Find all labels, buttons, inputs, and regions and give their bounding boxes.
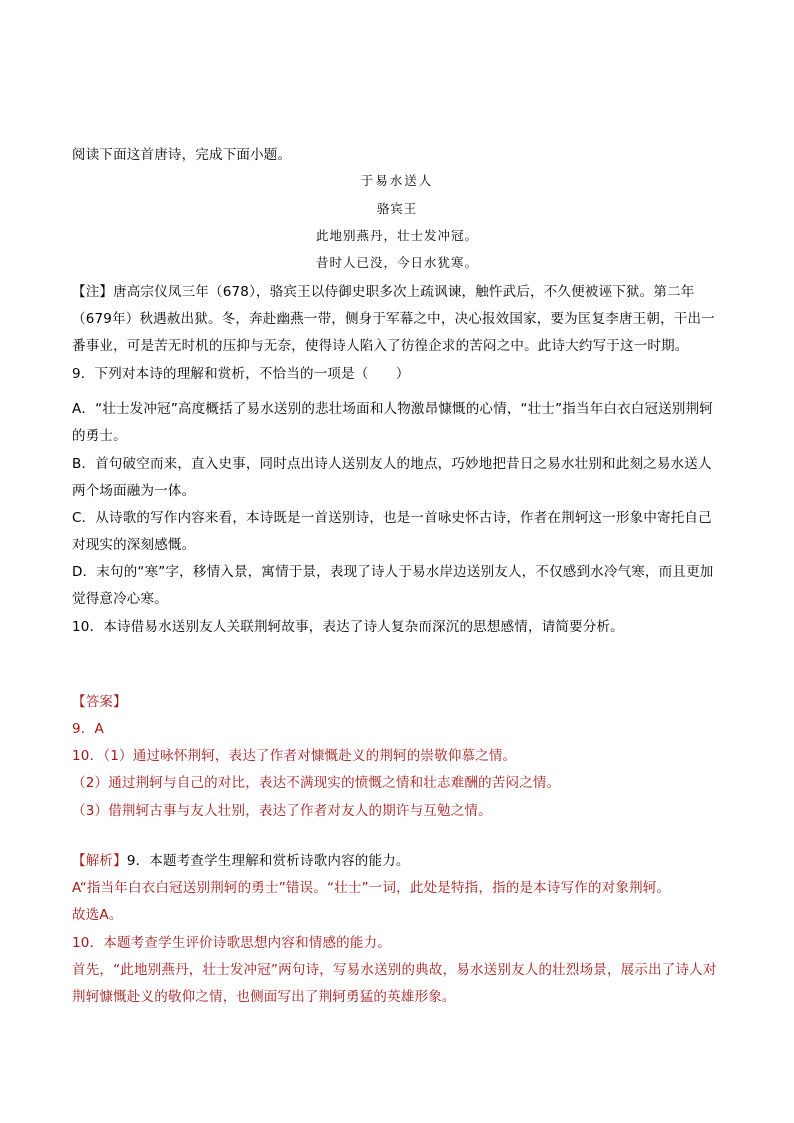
analysis-line: A“指当年白衣白冠送别荆轲的勇士”错误。“壮士”一词，此处是特指，指的是本诗写作的对象荆轲。 [72, 880, 671, 896]
note-line: （679年）秋遇赦出狱。冬，奔赴幽燕一带，侧身于军幕之中，决心报效国家，要为匡复李唐王朝，干出一 [72, 311, 715, 327]
analysis-line: 10．本题考查学生评价诗歌思想内容和情感的能力。 [72, 935, 391, 951]
poem-title: 于易水送人 [360, 173, 434, 188]
analysis-header: 【解析】 [72, 853, 127, 869]
question-10: 10．本诗借易水送别友人关联荆轲故事，表达了诗人复杂而深沉的思想感情，请简要分析。 [72, 619, 624, 635]
option-b-cont: 两个场面融为一体。 [72, 483, 196, 499]
analysis-line: 首先，“此地别燕丹，壮士发冲冠”两句诗，写易水送别的典故，易水送别友人的壮烈场景，展示出了诗人对 [72, 962, 717, 978]
option-d: D．末句的“寒”字，移情入景，寓情于景，表现了诗人于易水岸边送别友人，不仅感到水冷气寒，而且更加 [72, 564, 714, 580]
analysis-line: 9．本题考查学生理解和赏析诗歌内容的能力。 [126, 853, 410, 869]
answer-header: 【答案】 [72, 694, 127, 710]
option-b: B．首句破空而来，直入史事，同时点出诗人送别友人的地点，巧妙地把昔日之易水壮别和此刻之易水送人 [72, 456, 712, 472]
poem-line: 此地别燕丹，壮士发冲冠。 [315, 228, 478, 243]
answer-10-line: （2）通过荆轲与自己的对比，表达不满现实的愤慨之情和壮志难酬的苦闷之情。 [72, 775, 561, 791]
answer-9: 9．A [72, 721, 104, 737]
poem-line: 昔时人已没，今日水犹寒。 [315, 255, 478, 270]
poem-author: 骆宾王 [376, 201, 418, 216]
reading-instruction: 阅读下面这首唐诗，完成下面小题。 [72, 147, 292, 163]
note-line: 【注】唐高宗仪凤三年（678），骆宾王以侍御史职多次上疏讽谏，触忤武后，不久便被诬下狱。第二年 [72, 284, 695, 300]
option-a-cont: 的勇士。 [72, 428, 127, 444]
option-d-cont: 觉得意冷心寒。 [72, 591, 168, 607]
analysis-line: 故选A。 [72, 907, 123, 923]
answer-10-line: （3）借荆轲古事与友人壮别，表达了作者对友人的期许与互勉之情。 [72, 803, 492, 819]
answer-10-line: 10．（1）通过咏怀荆轲，表达了作者对慷慨赴义的荆轲的崇敬仰慕之情。 [72, 748, 517, 764]
option-a: A．“壮士发冲冠”高度概括了易水送别的悲壮场面和人物激昂慷慨的心情，“壮士”指当年白衣白冠送别荆轲 [72, 401, 714, 417]
analysis-first-line [72, 852, 732, 870]
note-line: 番事业，可是苦无时机的压抑与无奈，使得诗人陷入了彷徨企求的苦闷之中。此诗大约写于这一时期。 [72, 338, 689, 354]
option-c: C．从诗歌的写作内容来看，本诗既是一首送别诗，也是一首咏史怀古诗，作者在荆轲这一形象中寄托自己 [72, 510, 712, 526]
option-c-cont: 对现实的深刻感慨。 [72, 537, 196, 553]
question-9-stem: 9．下列对本诗的理解和赏析，不恰当的一项是（ ） [72, 366, 410, 382]
analysis-line: 荆轲慷慨赴义的敬仰之情，也侧面写出了荆轲勇猛的英雄形象。 [72, 989, 456, 1005]
